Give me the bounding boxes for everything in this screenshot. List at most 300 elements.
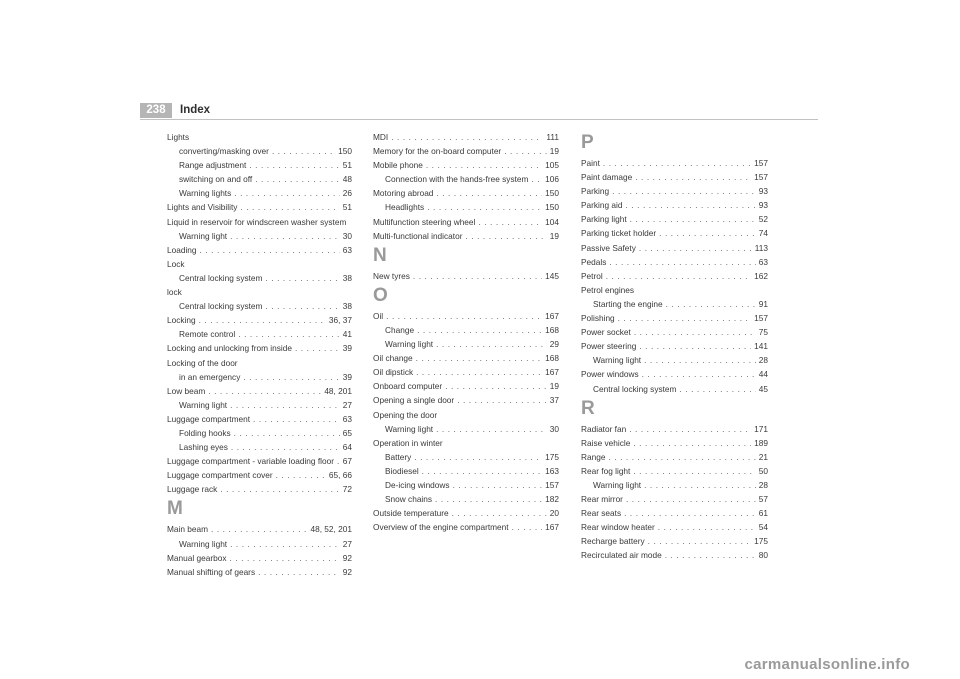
- index-page-ref: 91: [758, 298, 768, 309]
- index-term: Central locking system: [179, 272, 263, 283]
- index-entry: [581, 548, 768, 562]
- header-rule: [140, 119, 818, 120]
- index-term: Overview of the engine compartment: [373, 522, 509, 533]
- dot-leader: [253, 412, 340, 426]
- index-term: Low beam: [167, 385, 206, 396]
- index-page-ref: 36, 37: [328, 315, 352, 326]
- index-term: Multi-functional indicator: [373, 230, 463, 241]
- index-page-ref: 105: [545, 160, 559, 171]
- index-term: Rear fog light: [581, 465, 631, 476]
- dot-leader: [416, 351, 542, 365]
- index-term: Warning light: [179, 230, 228, 241]
- index-page-ref: 150: [545, 188, 559, 199]
- index-term: Raise vehicle: [581, 437, 631, 448]
- index-entry: [167, 454, 352, 468]
- dot-leader: [658, 520, 756, 534]
- index-term: Opening a single door: [373, 395, 455, 406]
- dot-leader: [618, 311, 751, 325]
- index-page-ref: 50: [758, 465, 768, 476]
- index-page-ref: 175: [754, 536, 768, 547]
- index-term: Warning lights: [179, 188, 232, 199]
- index-term: Petrol engines: [581, 284, 635, 295]
- index-page-ref: 167: [545, 367, 559, 378]
- index-entry: [581, 156, 768, 170]
- dot-leader: [249, 158, 339, 172]
- index-subentry: [167, 271, 352, 285]
- index-page-ref: 106: [545, 174, 559, 185]
- page-number: 238: [140, 103, 172, 118]
- index-page-ref: 48: [342, 174, 352, 185]
- dot-leader: [445, 379, 547, 393]
- index-entry: [373, 393, 559, 407]
- index-page-ref: 145: [545, 270, 559, 281]
- index-term: Petrol: [581, 270, 603, 281]
- index-page-ref: 19: [549, 146, 559, 157]
- index-term: Pedals: [581, 256, 607, 267]
- index-entry: [373, 379, 559, 393]
- index-entry: [581, 184, 768, 198]
- index-page-ref: 38: [342, 272, 352, 283]
- index-term: Opening the door: [373, 409, 438, 420]
- watermark: carmanualsonline.info: [744, 656, 910, 673]
- index-entry: [581, 241, 768, 255]
- index-term: Warning light: [593, 355, 642, 366]
- index-entry: [581, 450, 768, 464]
- index-entry: [167, 522, 352, 536]
- index-term: Lashing eyes: [179, 442, 228, 453]
- index-subentry: [581, 297, 768, 311]
- dot-leader: [630, 212, 756, 226]
- index-term: Mobile phone: [373, 160, 423, 171]
- index-page-ref: 63: [758, 256, 768, 267]
- index-term: Paint: [581, 158, 600, 168]
- index-term: lock: [167, 287, 182, 298]
- dot-leader: [337, 454, 340, 468]
- index-term: Polishing: [581, 313, 615, 324]
- index-term: Change: [385, 324, 415, 335]
- dot-leader: [234, 426, 340, 440]
- index-page-ref: 150: [545, 202, 559, 213]
- dot-leader: [465, 229, 546, 243]
- dot-leader: [413, 269, 542, 283]
- dot-leader: [624, 506, 756, 520]
- dot-leader: [386, 309, 542, 323]
- dot-leader: [436, 186, 542, 200]
- index-letter-heading: N: [373, 244, 387, 266]
- index-page-ref: 30: [549, 423, 559, 434]
- index-entry: [373, 130, 559, 144]
- index-entry: [373, 186, 559, 200]
- index-term: Biodiesel: [385, 465, 419, 476]
- dot-leader: [659, 226, 756, 240]
- index-page-ref: 72: [342, 484, 352, 495]
- index-page-ref: 80: [758, 550, 768, 561]
- index-term: Outside temperature: [373, 508, 449, 519]
- dot-leader: [255, 172, 340, 186]
- index-page-ref: 61: [758, 508, 768, 519]
- dot-leader: [642, 367, 756, 381]
- index-term: Warning light: [179, 399, 228, 410]
- index-entry: [581, 283, 768, 297]
- index-term: Rear seats: [581, 508, 622, 519]
- index-term: Rear window heater: [581, 522, 655, 533]
- index-entry: [581, 492, 768, 506]
- index-entry: [581, 212, 768, 226]
- index-subentry: [373, 492, 559, 506]
- dot-leader: [457, 393, 547, 407]
- index-entry: [581, 339, 768, 353]
- page-title: Index: [180, 104, 211, 116]
- index-term: Parking: [581, 186, 610, 197]
- index-entry: [167, 285, 352, 299]
- dot-leader: [276, 468, 326, 482]
- index-page-ref: 93: [758, 200, 768, 211]
- index-page-ref: 19: [549, 381, 559, 392]
- index-page-ref: 182: [545, 494, 559, 505]
- dot-leader: [626, 492, 756, 506]
- index-term: Power steering: [581, 341, 637, 352]
- index-subentry: [373, 478, 559, 492]
- index-subentry: [167, 370, 352, 384]
- index-page-ref: 26: [342, 188, 352, 199]
- index-page-ref: 30: [342, 230, 352, 241]
- index-entry: [373, 144, 559, 158]
- index-page-ref: 65: [342, 427, 352, 438]
- index-entry: [581, 436, 768, 450]
- dot-leader: [665, 548, 756, 562]
- dot-leader: [258, 565, 340, 579]
- dot-leader: [608, 450, 755, 464]
- dot-leader: [230, 537, 340, 551]
- index-page-ref: 38: [342, 301, 352, 312]
- dot-leader: [635, 170, 751, 184]
- dot-leader: [199, 313, 326, 327]
- dot-leader: [414, 450, 542, 464]
- dot-leader: [639, 241, 752, 255]
- dot-leader: [629, 422, 751, 436]
- index-entry: [581, 464, 768, 478]
- dot-leader: [231, 440, 340, 454]
- dot-leader: [272, 144, 335, 158]
- index-page-ref: 104: [545, 216, 559, 227]
- index-term: Central locking system: [179, 301, 263, 312]
- index-subentry: [373, 450, 559, 464]
- index-term: Radiator fan: [581, 423, 627, 434]
- index-subentry: [167, 186, 352, 200]
- index-letter-heading: P: [581, 132, 594, 153]
- dot-leader: [265, 299, 339, 313]
- index-subentry: [167, 426, 352, 440]
- index-subentry: [581, 353, 768, 367]
- index-page-ref: 21: [758, 451, 768, 462]
- index-term: switching on and off: [179, 174, 253, 185]
- index-term: Parking light: [581, 214, 627, 225]
- index-term: Folding hooks: [179, 427, 231, 438]
- index-entry: [373, 269, 559, 283]
- dot-leader: [416, 365, 542, 379]
- index-entry: [581, 226, 768, 240]
- index-entry: [167, 130, 352, 144]
- index-entry: [581, 367, 768, 381]
- index-subentry: [167, 398, 352, 412]
- index-page-ref: 27: [342, 538, 352, 549]
- index-page-ref: 167: [545, 310, 559, 321]
- index-term: Multifunction steering wheel: [373, 216, 476, 227]
- dot-leader: [666, 297, 756, 311]
- dot-leader: [436, 337, 547, 351]
- index-entry: [373, 436, 559, 450]
- index-term: MDI: [373, 132, 389, 142]
- index-page-ref: 51: [342, 160, 352, 171]
- dot-leader: [452, 506, 547, 520]
- index-entry: [167, 565, 352, 579]
- index-entry: [581, 506, 768, 520]
- index-page-ref: 39: [342, 371, 352, 382]
- index-subentry: [373, 464, 559, 478]
- index-subentry: [373, 200, 559, 214]
- dot-leader: [633, 464, 755, 478]
- index-page-ref: 63: [342, 244, 352, 255]
- index-term: Warning light: [385, 423, 434, 434]
- index-term: Battery: [385, 451, 412, 462]
- index-term: Range adjustment: [179, 160, 247, 171]
- index-letter-heading: M: [167, 498, 183, 520]
- index-entry: [167, 313, 352, 327]
- index-term: Power socket: [581, 327, 631, 338]
- index-term: Oil: [373, 310, 384, 321]
- index-subentry: [373, 323, 559, 337]
- dot-leader: [453, 478, 543, 492]
- dot-leader: [626, 198, 756, 212]
- dot-leader: [240, 200, 339, 214]
- dot-leader: [648, 534, 752, 548]
- index-page-ref: 162: [754, 270, 768, 281]
- index-entry: [167, 412, 352, 426]
- index-entry: [167, 482, 352, 496]
- index-term: Paint damage: [581, 172, 633, 183]
- index-column-3: [581, 130, 768, 563]
- index-page-ref: 52: [758, 214, 768, 225]
- page-header: [0, 0, 960, 120]
- index-page-ref: 27: [342, 399, 352, 410]
- index-page-ref: 65, 66: [328, 470, 352, 481]
- index-page-ref: 45: [758, 383, 768, 394]
- index-entry: [373, 408, 559, 422]
- index-term: Oil change: [373, 353, 413, 364]
- index-term: Lock: [167, 258, 185, 269]
- index-term: Luggage compartment - variable loading floor: [167, 456, 334, 467]
- index-page-ref: 141: [754, 341, 768, 352]
- index-entry: [167, 200, 352, 214]
- index-letter-heading: R: [581, 397, 595, 419]
- index-term: Headlights: [385, 202, 425, 213]
- index-page-ref: 48, 52, 201: [310, 524, 352, 535]
- index-page-ref: 175: [545, 451, 559, 462]
- index-page-ref: 157: [545, 479, 559, 490]
- dot-leader: [417, 323, 542, 337]
- dot-leader: [436, 422, 547, 436]
- dot-leader: [230, 398, 340, 412]
- index-term: Locking: [167, 315, 196, 326]
- index-entry: [373, 520, 559, 534]
- dot-leader: [478, 215, 542, 229]
- index-term: New tyres: [373, 270, 410, 281]
- dot-leader: [208, 384, 321, 398]
- index-page-ref: 93: [758, 186, 768, 197]
- index-term: Locking of the door: [167, 357, 238, 368]
- index-page-ref: 54: [758, 522, 768, 533]
- index-page-ref: 189: [754, 437, 768, 448]
- index-subentry: [167, 172, 352, 186]
- index-page-ref: 171: [754, 423, 768, 434]
- index-letter-heading: O: [373, 284, 388, 306]
- dot-leader: [609, 255, 755, 269]
- index-page-ref: 64: [342, 442, 352, 453]
- index-entry: [167, 243, 352, 257]
- index-page-ref: 28: [758, 479, 768, 490]
- index-page-ref: 163: [545, 465, 559, 476]
- dot-leader: [234, 186, 340, 200]
- index-page-ref: 63: [342, 413, 352, 424]
- index-term: Oil dipstick: [373, 367, 414, 378]
- index-page-ref: 157: [754, 313, 768, 324]
- index-page-ref: 57: [758, 494, 768, 505]
- index-page-ref: 92: [342, 566, 352, 577]
- dot-leader: [606, 269, 751, 283]
- index-entry: [581, 170, 768, 184]
- dot-leader: [512, 520, 543, 534]
- index-term: Warning light: [593, 479, 642, 490]
- index-term: Parking aid: [581, 200, 623, 211]
- index-entry: [581, 520, 768, 534]
- dot-leader: [644, 353, 756, 367]
- index-term: Lights and Visibility: [167, 202, 238, 213]
- index-entry: [581, 422, 768, 436]
- index-entry: [167, 257, 352, 271]
- index-entry: [581, 534, 768, 548]
- index-page-ref: 37: [549, 395, 559, 406]
- index-page-ref: 157: [754, 158, 768, 168]
- dot-leader: [200, 243, 340, 257]
- dot-leader: [422, 464, 542, 478]
- index-term: Parking ticket holder: [581, 228, 657, 239]
- index-entry: [373, 158, 559, 172]
- index-subentry: [167, 327, 352, 341]
- index-term: Liquid in reservoir for windscreen washer system: [167, 216, 347, 227]
- index-page-ref: 51: [342, 202, 352, 213]
- index-term: Recharge battery: [581, 536, 645, 547]
- index-subentry: [167, 299, 352, 313]
- index-subentry: [167, 158, 352, 172]
- index-entry: [373, 229, 559, 243]
- index-entry: [167, 384, 352, 398]
- dot-leader: [435, 492, 542, 506]
- index-entry: [581, 255, 768, 269]
- index-page-ref: 28: [758, 355, 768, 366]
- index-term: Connection with the hands-free system: [385, 174, 529, 185]
- index-entry: [581, 311, 768, 325]
- dot-leader: [633, 436, 751, 450]
- index-subentry: [581, 382, 768, 396]
- index-page-ref: 44: [758, 369, 768, 380]
- index-term: Central locking system: [593, 383, 677, 394]
- index-subentry: [373, 337, 559, 351]
- index-column-1: [167, 130, 352, 579]
- index-entry: [167, 341, 352, 355]
- index-term: Warning light: [179, 538, 228, 549]
- index-entry: [581, 198, 768, 212]
- index-entry: [581, 325, 768, 339]
- index-term: Operation in winter: [373, 437, 443, 448]
- dot-leader: [238, 327, 340, 341]
- index-subentry: [581, 478, 768, 492]
- index-term: Luggage rack: [167, 484, 218, 495]
- dot-leader: [504, 144, 547, 158]
- dot-leader: [639, 339, 751, 353]
- index-term: converting/masking over: [179, 146, 269, 157]
- index-term: Manual shifting of gears: [167, 566, 256, 577]
- dot-leader: [531, 172, 542, 186]
- index-term: Snow chains: [385, 494, 433, 505]
- index-subentry: [373, 172, 559, 186]
- index-term: Power windows: [581, 369, 639, 380]
- index-subentry: [373, 422, 559, 436]
- index-entry: [167, 215, 352, 229]
- dot-leader: [426, 158, 542, 172]
- index-term: De-icing windows: [385, 479, 450, 490]
- index-term: Manual gearbox: [167, 552, 227, 563]
- dot-leader: [243, 370, 339, 384]
- index-subentry: [167, 144, 352, 158]
- index-page-ref: 29: [549, 339, 559, 350]
- index-page-ref: 19: [549, 230, 559, 241]
- index-page-ref: 111: [546, 132, 559, 142]
- index-term: Memory for the on-board computer: [373, 146, 502, 157]
- index-page-ref: 167: [545, 522, 559, 533]
- index-term: Motoring abroad: [373, 188, 434, 199]
- index-term: Luggage compartment: [167, 413, 251, 424]
- index-entry: [373, 215, 559, 229]
- index-page-ref: 74: [758, 228, 768, 239]
- index-page-ref: 92: [342, 552, 352, 563]
- index-term: Remote control: [179, 329, 236, 340]
- index-term: Onboard computer: [373, 381, 443, 392]
- index-term: Lights: [167, 132, 190, 142]
- index-entry: [373, 309, 559, 323]
- index-page-ref: 20: [549, 508, 559, 519]
- index-page-ref: 157: [754, 172, 768, 183]
- dot-leader: [230, 551, 340, 565]
- index-page-ref: 41: [342, 329, 352, 340]
- dot-leader: [427, 200, 542, 214]
- index-page-ref: 67: [342, 456, 352, 467]
- dot-leader: [265, 271, 339, 285]
- index-page-ref: 150: [338, 146, 352, 157]
- index-entry: [167, 551, 352, 565]
- dot-leader: [679, 382, 755, 396]
- dot-leader: [391, 130, 543, 144]
- index-entry: [373, 365, 559, 379]
- index-entry: [167, 468, 352, 482]
- index-page-ref: 168: [545, 324, 559, 335]
- index-term: Range: [581, 451, 606, 462]
- index-subentry: [167, 229, 352, 243]
- dot-leader: [211, 522, 307, 536]
- index-page-ref: 75: [758, 327, 768, 338]
- index-entry: [373, 351, 559, 365]
- index-entry: [581, 269, 768, 283]
- index-term: Recirculated air mode: [581, 550, 662, 561]
